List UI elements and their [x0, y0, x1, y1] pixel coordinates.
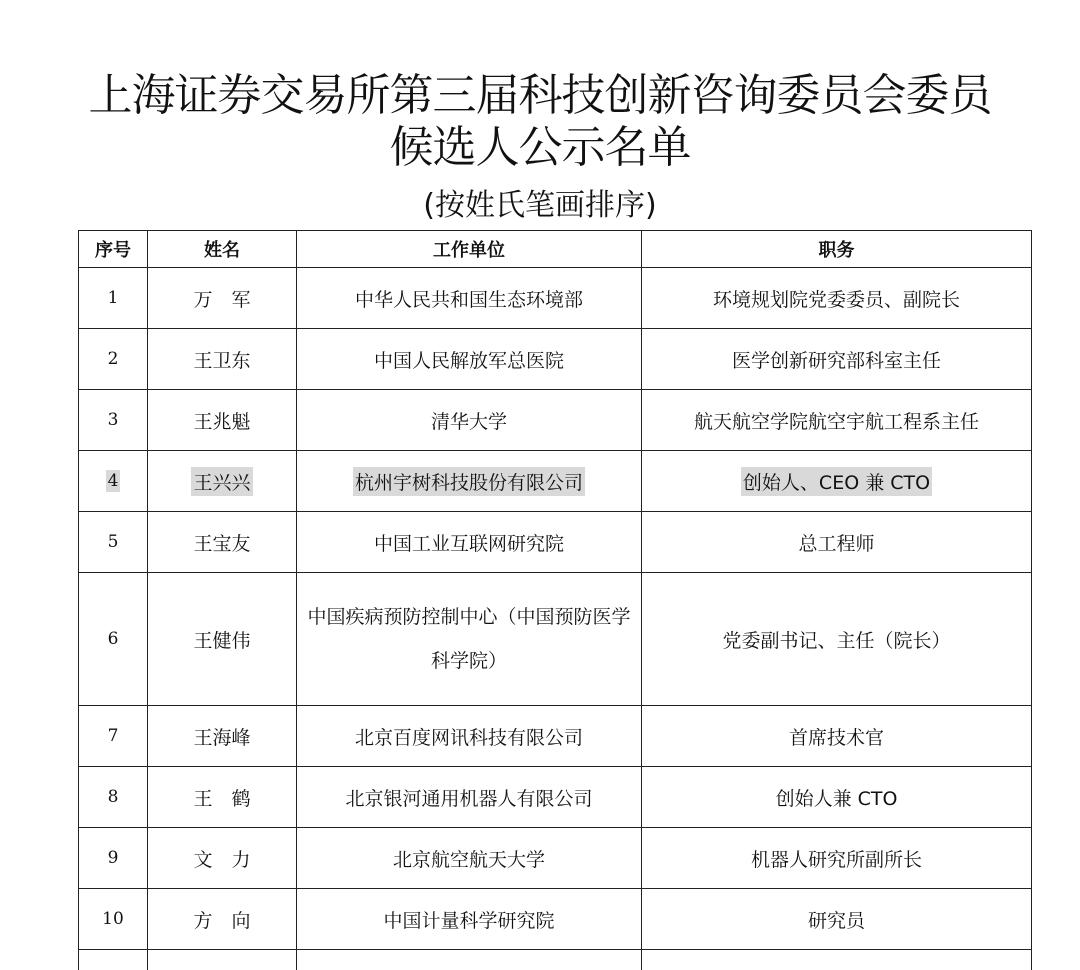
cell-organization: 中国人民解放军总医院	[297, 329, 642, 390]
cell-name: 王兆魁	[148, 390, 297, 451]
candidate-table	[78, 230, 1032, 970]
cell-number: 2	[79, 329, 148, 390]
cell-number: 3	[79, 390, 148, 451]
table-row	[79, 889, 1032, 950]
cell-name: 方 向	[148, 889, 297, 950]
cell-organization: 北京航空航天大学	[297, 828, 642, 889]
highlight-mark: 王兴兴	[191, 467, 252, 496]
table-row	[79, 512, 1032, 573]
cell-position: 研究员	[642, 889, 1032, 950]
cell-number: 9	[79, 828, 148, 889]
cell-position: 航天航空学院航空宇航工程系主任	[642, 390, 1032, 451]
header-position: 职务	[642, 231, 1032, 268]
table-row	[79, 828, 1032, 889]
cell-organization: 中国计量科学研究院	[297, 889, 642, 950]
cell-organization: 北京银河通用机器人有限公司	[297, 767, 642, 828]
highlight-mark: 创始人、CEO 兼 CTO	[741, 467, 932, 496]
cell-empty	[642, 950, 1032, 970]
cell-position: 医学创新研究部科室主任	[642, 329, 1032, 390]
table-row	[79, 706, 1032, 767]
cell-number: 6	[79, 573, 148, 706]
header-number: 序号	[79, 231, 148, 268]
table-header-row	[79, 231, 1032, 268]
cell-organization	[297, 451, 642, 512]
highlight-mark: 杭州宇树科技股份有限公司	[353, 467, 585, 496]
cell-name: 文 力	[148, 828, 297, 889]
header-organization: 工作单位	[297, 231, 642, 268]
cell-organization: 中华人民共和国生态环境部	[297, 268, 642, 329]
cell-position: 党委副书记、主任（院长）	[642, 573, 1032, 706]
table-row-highlighted	[79, 451, 1032, 512]
cell-number: 7	[79, 706, 148, 767]
cell-number	[79, 451, 148, 512]
cell-number: 1	[79, 268, 148, 329]
cell-name	[148, 451, 297, 512]
cell-position: 机器人研究所副所长	[642, 828, 1032, 889]
table-row	[79, 573, 1032, 706]
cell-organization: 清华大学	[297, 390, 642, 451]
cell-number: 5	[79, 512, 148, 573]
document-title-line-2: 候选人公示名单	[0, 124, 1080, 172]
cell-empty	[79, 950, 148, 970]
cell-organization: 中国工业互联网研究院	[297, 512, 642, 573]
cell-name: 王海峰	[148, 706, 297, 767]
cell-name: 王健伟	[148, 573, 297, 706]
cell-position: 总工程师	[642, 512, 1032, 573]
cell-name: 王 鹤	[148, 767, 297, 828]
table-row	[79, 329, 1032, 390]
cell-name: 万 军	[148, 268, 297, 329]
cell-position	[642, 451, 1032, 512]
cell-position: 创始人兼 CTO	[642, 767, 1032, 828]
document-subtitle: (按姓氏笔画排序)	[0, 186, 1080, 226]
cell-organization: 中国疾病预防控制中心（中国预防医学科学院）	[297, 573, 642, 706]
cell-position: 环境规划院党委委员、副院长	[642, 268, 1032, 329]
cell-name: 王卫东	[148, 329, 297, 390]
table-row	[79, 767, 1032, 828]
header-name: 姓名	[148, 231, 297, 268]
cell-position: 首席技术官	[642, 706, 1032, 767]
cell-number: 10	[79, 889, 148, 950]
cell-organization: 北京百度网讯科技有限公司	[297, 706, 642, 767]
document-title-line-1: 上海证券交易所第三届科技创新咨询委员会委员	[0, 72, 1080, 120]
cell-number: 8	[79, 767, 148, 828]
highlight-mark: 4	[106, 470, 121, 492]
table-row	[79, 390, 1032, 451]
cell-name: 王宝友	[148, 512, 297, 573]
table-row-partial	[79, 950, 1032, 970]
cell-empty	[148, 950, 297, 970]
cell-empty	[297, 950, 642, 970]
table-row	[79, 268, 1032, 329]
